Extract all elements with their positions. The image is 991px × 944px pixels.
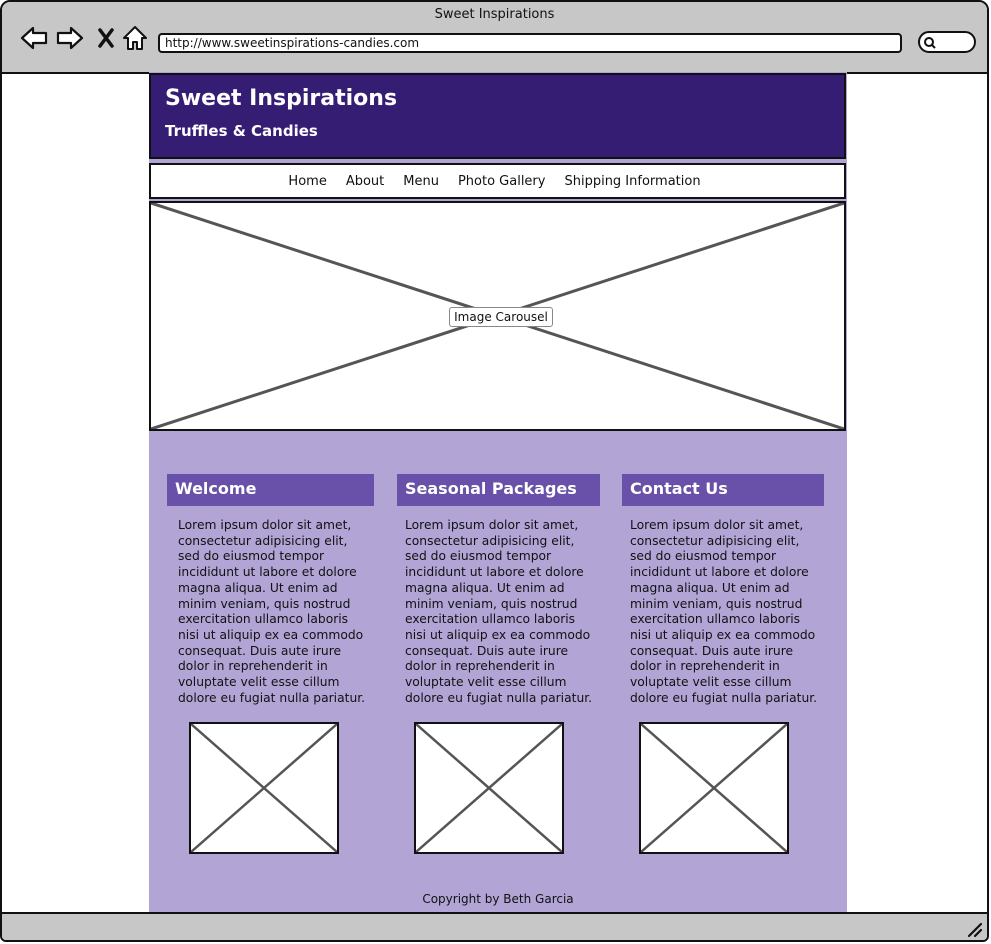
seasonal-packages-image [414,722,564,854]
browser-search-field[interactable] [918,31,976,53]
image-placeholder-icon [416,724,562,852]
web-page [149,72,847,914]
close-x-icon[interactable] [92,24,120,52]
back-arrow-icon[interactable] [20,24,48,52]
home-icon[interactable] [121,24,149,52]
forward-arrow-icon[interactable] [56,24,84,52]
search-icon [923,36,937,50]
image-placeholder-icon [191,724,337,852]
resize-grip-icon[interactable] [965,920,983,938]
browser-status-bar [2,912,987,940]
contact-us-image [639,722,789,854]
seasonal-packages-heading: Seasonal Packages [397,474,600,506]
site-header [149,73,846,159]
copyright-footer: Copyright by Beth Garcia [422,892,574,906]
contact-us-text: Lorem ipsum dolor sit amet, consectetur adipisicing elit, sed do eiusmod tempor incididunt ut labore et dolore magna aliqua. Ut enim ad minim veniam, quis nostrud exercitation ullamco laboris nisi ut aliquip ex ea commodo consequat. Duis aute irure dolor in reprehenderit in voluptate velit esse cillum dolore eu fugiat nulla pariatur. [630,518,818,705]
welcome-heading: Welcome [167,474,374,506]
seasonal-packages-text: Lorem ipsum dolor sit amet, consectetur adipisicing elit, sed do eiusmod tempor incididunt ut labore et dolore magna aliqua. Ut enim ad minim veniam, quis nostrud exercitation ullamco laboris nisi ut aliquip ex ea commodo consequat. Duis aute irure dolor in reprehenderit in voluptate velit esse cillum dolore eu fugiat nulla pariatur. [405,518,593,705]
contact-us-heading: Contact Us [622,474,824,506]
main-navigation [149,163,846,199]
site-title: Sweet Inspirations [165,86,398,111]
welcome-image [189,722,339,854]
nav-item-home[interactable]: Home [288,173,327,189]
url-bar[interactable]: http://www.sweetinspirations-candies.com [158,33,902,53]
window-title: Sweet Inspirations [434,7,555,22]
nav-item-about[interactable]: About [345,173,385,189]
image-placeholder-icon [641,724,787,852]
site-subtitle: Truffles & Candies [165,122,318,140]
nav-item-shipping-information[interactable]: Shipping Information [564,173,701,189]
nav-item-photo-gallery[interactable]: Photo Gallery [457,173,546,189]
carousel-label: Image Carousel [449,307,553,327]
welcome-text: Lorem ipsum dolor sit amet, consectetur adipisicing elit, sed do eiusmod tempor incididunt ut labore et dolore magna aliqua. Ut enim ad minim veniam, quis nostrud exercitation ullamco laboris nisi ut aliquip ex ea commodo consequat. Duis aute irure dolor in reprehenderit in voluptate velit esse cillum dolore eu fugiat nulla pariatur. [178,518,366,705]
image-carousel[interactable] [149,201,846,431]
browser-chrome [2,2,987,74]
nav-item-menu[interactable]: Menu [403,173,439,189]
